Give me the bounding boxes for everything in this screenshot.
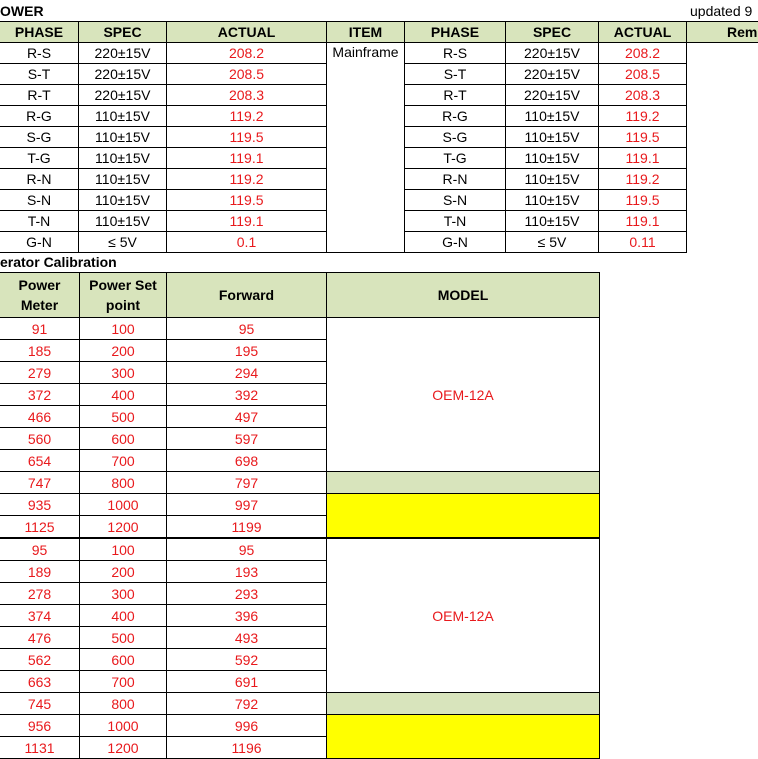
- remark-cell: [687, 190, 758, 211]
- calibration-row: [0, 318, 600, 340]
- actual-cell: 208.5: [167, 64, 327, 85]
- power-meter-cell: 95: [0, 538, 80, 561]
- header-forward: Forward: [167, 273, 327, 318]
- power-meter-cell: 935: [0, 494, 80, 516]
- header-phase-2: PHASE: [405, 22, 506, 43]
- spec-cell: 220±15V: [79, 64, 167, 85]
- item-mainframe-cell: Mainframe: [327, 43, 405, 253]
- forward-cell: 294: [167, 362, 327, 384]
- remark-cell: [687, 43, 758, 64]
- spec-cell: 110±15V: [79, 211, 167, 232]
- remark-cell: [687, 169, 758, 190]
- remark-cell: [687, 85, 758, 106]
- power-set-point-cell: 500: [80, 627, 167, 649]
- power-set-point-cell: 200: [80, 561, 167, 583]
- power-meter-cell: 476: [0, 627, 80, 649]
- spec-cell-2: 110±15V: [506, 211, 599, 232]
- phase-cell: R-T: [0, 85, 79, 106]
- power-meter-cell: 1131: [0, 737, 80, 759]
- spec-cell: 110±15V: [79, 190, 167, 211]
- model-yellow-cell: [327, 494, 600, 539]
- power-set-point-cell: 600: [80, 649, 167, 671]
- spec-cell: ≤ 5V: [79, 232, 167, 253]
- actual-cell-2: 119.5: [599, 127, 687, 148]
- phase-cell-2: G-N: [405, 232, 506, 253]
- header-power-meter: Power Meter: [0, 273, 80, 318]
- power-meter-cell: 956: [0, 715, 80, 737]
- header-spec: SPEC: [79, 22, 167, 43]
- spec-cell: 110±15V: [79, 106, 167, 127]
- forward-cell: 691: [167, 671, 327, 693]
- actual-cell: 119.2: [167, 169, 327, 190]
- phase-cell: R-S: [0, 43, 79, 64]
- power-set-point-cell: 1200: [80, 516, 167, 539]
- forward-cell: 193: [167, 561, 327, 583]
- power-row: [0, 43, 758, 64]
- power-set-point-cell: 300: [80, 362, 167, 384]
- header-phase: PHASE: [0, 22, 79, 43]
- actual-cell-2: 119.1: [599, 211, 687, 232]
- phase-cell: S-G: [0, 127, 79, 148]
- remark-cell: [687, 106, 758, 127]
- power-set-point-cell: 1000: [80, 715, 167, 737]
- forward-cell: 497: [167, 406, 327, 428]
- remark-cell: [687, 148, 758, 169]
- actual-cell-2: 119.5: [599, 190, 687, 211]
- remark-cell: [687, 127, 758, 148]
- header-model: MODEL: [327, 273, 600, 318]
- power-meter-cell: 654: [0, 450, 80, 472]
- phase-cell-2: T-N: [405, 211, 506, 232]
- spec-cell-2: 110±15V: [506, 106, 599, 127]
- power-set-point-cell: 100: [80, 538, 167, 561]
- header-remark: Rem: [687, 22, 758, 43]
- forward-cell: 293: [167, 583, 327, 605]
- calibration-row: [0, 472, 600, 494]
- power-set-point-cell: 700: [80, 671, 167, 693]
- power-set-point-cell: 200: [80, 340, 167, 362]
- power-set-point-cell: 1000: [80, 494, 167, 516]
- actual-cell-2: 119.1: [599, 148, 687, 169]
- spec-cell: 220±15V: [79, 43, 167, 64]
- power-set-point-cell: 400: [80, 605, 167, 627]
- model-green-cell: [327, 693, 600, 715]
- spec-cell-2: 110±15V: [506, 190, 599, 211]
- phase-cell-2: R-S: [405, 43, 506, 64]
- forward-cell: 597: [167, 428, 327, 450]
- spec-cell-2: 220±15V: [506, 43, 599, 64]
- calibration-row: [0, 538, 600, 561]
- actual-cell: 119.5: [167, 190, 327, 211]
- power-meter-cell: 185: [0, 340, 80, 362]
- power-meter-cell: 745: [0, 693, 80, 715]
- power-set-point-cell: 800: [80, 693, 167, 715]
- forward-cell: 996: [167, 715, 327, 737]
- forward-cell: 592: [167, 649, 327, 671]
- spec-cell-2: 110±15V: [506, 148, 599, 169]
- spec-cell: 220±15V: [79, 85, 167, 106]
- phase-cell: R-N: [0, 169, 79, 190]
- actual-cell-2: 119.2: [599, 169, 687, 190]
- spec-cell-2: 220±15V: [506, 85, 599, 106]
- phase-cell-2: S-G: [405, 127, 506, 148]
- phase-cell: T-N: [0, 211, 79, 232]
- phase-cell: G-N: [0, 232, 79, 253]
- power-meter-cell: 278: [0, 583, 80, 605]
- spec-cell-2: ≤ 5V: [506, 232, 599, 253]
- forward-cell: 95: [167, 318, 327, 340]
- calibration-table: [0, 272, 600, 759]
- power-meter-cell: 747: [0, 472, 80, 494]
- remark-cell: [687, 64, 758, 85]
- phase-cell: R-G: [0, 106, 79, 127]
- phase-cell: S-N: [0, 190, 79, 211]
- phase-cell-2: R-N: [405, 169, 506, 190]
- phase-cell: T-G: [0, 148, 79, 169]
- power-meter-cell: 560: [0, 428, 80, 450]
- power-meter-cell: 189: [0, 561, 80, 583]
- calibration-row: [0, 494, 600, 516]
- spec-cell-2: 110±15V: [506, 169, 599, 190]
- remark-cell: [687, 211, 758, 232]
- forward-cell: 195: [167, 340, 327, 362]
- actual-cell: 0.1: [167, 232, 327, 253]
- spec-cell-2: 110±15V: [506, 127, 599, 148]
- power-meter-cell: 466: [0, 406, 80, 428]
- actual-cell: 208.2: [167, 43, 327, 64]
- power-set-point-cell: 1200: [80, 737, 167, 759]
- forward-cell: 1199: [167, 516, 327, 539]
- header-item: ITEM: [327, 22, 405, 43]
- forward-cell: 1196: [167, 737, 327, 759]
- header-spec-2: SPEC: [506, 22, 599, 43]
- power-set-point-cell: 700: [80, 450, 167, 472]
- calibration-header-row: [0, 273, 600, 318]
- actual-cell-2: 119.2: [599, 106, 687, 127]
- model-cell: OEM-12A: [327, 538, 600, 693]
- power-meter-cell: 372: [0, 384, 80, 406]
- calibration-row: [0, 693, 600, 715]
- actual-cell-2: 208.2: [599, 43, 687, 64]
- forward-cell: 493: [167, 627, 327, 649]
- power-set-point-cell: 600: [80, 428, 167, 450]
- power-header-row: [0, 22, 758, 43]
- power-meter-cell: 279: [0, 362, 80, 384]
- actual-cell: 119.2: [167, 106, 327, 127]
- model-cell: OEM-12A: [327, 318, 600, 472]
- forward-cell: 792: [167, 693, 327, 715]
- power-set-point-cell: 300: [80, 583, 167, 605]
- power-meter-cell: 562: [0, 649, 80, 671]
- spec-cell: 110±15V: [79, 169, 167, 190]
- forward-cell: 797: [167, 472, 327, 494]
- forward-cell: 392: [167, 384, 327, 406]
- power-meter-cell: 374: [0, 605, 80, 627]
- power-table: [0, 21, 758, 253]
- power-set-point-cell: 100: [80, 318, 167, 340]
- power-set-point-cell: 400: [80, 384, 167, 406]
- phase-cell-2: S-T: [405, 64, 506, 85]
- calibration-section-title: erator Calibration: [0, 254, 117, 270]
- header-power-set-point: Power Set point: [80, 273, 167, 318]
- actual-cell-2: 0.11: [599, 232, 687, 253]
- actual-cell-2: 208.5: [599, 64, 687, 85]
- actual-cell: 119.1: [167, 211, 327, 232]
- power-section-title: OWER: [0, 3, 44, 19]
- header-actual: ACTUAL: [167, 22, 327, 43]
- spec-cell: 110±15V: [79, 127, 167, 148]
- power-meter-cell: 1125: [0, 516, 80, 539]
- header-actual-2: ACTUAL: [599, 22, 687, 43]
- phase-cell-2: T-G: [405, 148, 506, 169]
- forward-cell: 698: [167, 450, 327, 472]
- power-meter-cell: 91: [0, 318, 80, 340]
- actual-cell: 119.5: [167, 127, 327, 148]
- spec-cell-2: 220±15V: [506, 64, 599, 85]
- actual-cell: 119.1: [167, 148, 327, 169]
- phase-cell-2: R-G: [405, 106, 506, 127]
- power-set-point-cell: 800: [80, 472, 167, 494]
- forward-cell: 997: [167, 494, 327, 516]
- spec-cell: 110±15V: [79, 148, 167, 169]
- actual-cell: 208.3: [167, 85, 327, 106]
- model-green-cell: [327, 472, 600, 494]
- phase-cell: S-T: [0, 64, 79, 85]
- updated-label: updated 9: [690, 3, 752, 19]
- forward-cell: 95: [167, 538, 327, 561]
- model-yellow-cell: [327, 715, 600, 759]
- phase-cell-2: S-N: [405, 190, 506, 211]
- actual-cell-2: 208.3: [599, 85, 687, 106]
- power-set-point-cell: 500: [80, 406, 167, 428]
- calibration-row: [0, 715, 600, 737]
- forward-cell: 396: [167, 605, 327, 627]
- phase-cell-2: R-T: [405, 85, 506, 106]
- power-meter-cell: 663: [0, 671, 80, 693]
- remark-cell: [687, 232, 758, 253]
